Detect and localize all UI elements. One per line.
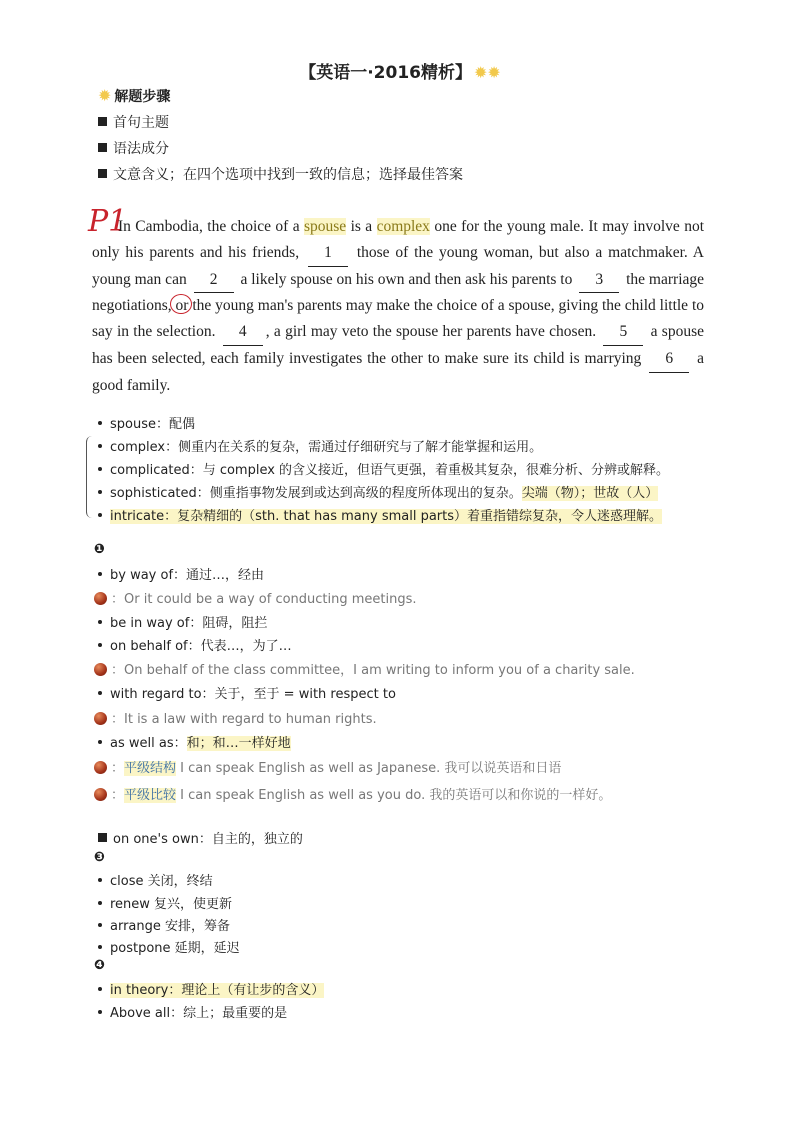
vocab-item: sophisticated：侧重指事物发展到或达到高级的程度所体现出的复杂。尖端（物）；世故（人） [94, 482, 658, 501]
star-icon: ✹ [98, 86, 112, 105]
blank-6: 6 [649, 346, 689, 373]
section-number-4: ❹ [94, 958, 106, 973]
phrase-item: on one's own：自主的，独立的 [98, 828, 303, 847]
square-bullet-icon [98, 833, 107, 842]
cloze-passage: In Cambodia, the choice of a spouse is a complex one for the young male. It may involve not only his parents and his friends, 1 those of the young woman, but also a matchmaker. A young man can 2 a likely spouse on his own and then ask his parents to 3 the marriage negotiations, or the young man's parents may make the choice of a spouse, giving the child little to say in the selection. 4 , a girl may veto the spouse her parents have chosen. 5 a spouse has been selected, each family investigates the other to make sure its child is marrying 6 a good family. [92, 218, 705, 394]
square-bullet-icon [98, 169, 107, 178]
phrase-item: with regard to：关于，至于 = with respect to [94, 683, 396, 702]
vocab-item: complicated：与 complex 的含义接近，但语气更强，着重极其复杂，很难分析、分辨或解释。 [94, 459, 669, 478]
square-bullet-icon [98, 117, 107, 126]
step-item: 首句主题 [98, 112, 169, 132]
highlight-complex: complex [376, 218, 430, 235]
example-line: ：On behalf of the class committee，I am writing to inform you of a charity sale. [94, 659, 635, 678]
star-icon: ✹✹ [473, 63, 501, 82]
basketball-icon [94, 592, 107, 605]
example-line: ：It is a law with regard to human rights. [94, 708, 377, 727]
basketball-icon [94, 761, 107, 774]
phrase-item: on behalf of：代表…，为了… [94, 635, 292, 654]
vocab-item: spouse：配偶 [94, 413, 195, 432]
blank-1: 1 [308, 240, 348, 267]
phrase-item: by way of：通过…，经由 [94, 564, 264, 583]
paragraph-marker: P1 [88, 204, 128, 239]
blank-3: 3 [579, 267, 619, 294]
phrase-item: close 关闭，终结 [94, 870, 213, 889]
phrase-item: in theory：理论上（有让步的含义） [94, 979, 324, 998]
phrase-item: Above all：综上；最重要的是 [94, 1002, 287, 1021]
page-title: 【英语一·2016精析】 ✹✹ [299, 63, 501, 83]
step-item: 语法成分 [98, 138, 169, 158]
phrase-item: be in way of：阻碍，阻拦 [94, 612, 267, 631]
phrase-item: postpone 延期，延迟 [94, 937, 240, 956]
basketball-icon [94, 663, 107, 676]
example-line: ：Or it could be a way of conducting meetings. [94, 588, 417, 607]
blank-2: 2 [194, 267, 234, 294]
square-bullet-icon [98, 143, 107, 152]
phrase-item: renew 复兴，使更新 [94, 893, 232, 912]
step-item: 文意含义；在四个选项中找到一致的信息；选择最佳答案 [98, 164, 463, 184]
example-line: ：平级结构 I can speak English as well as Japanese. 我可以说英语和日语 [94, 757, 561, 776]
steps-heading: ✹ 解题步骤 [98, 86, 171, 105]
blank-5: 5 [603, 319, 643, 346]
section-number-1: ❶ [94, 542, 106, 557]
example-line: ：平级比较 I can speak English as well as you do. 我的英语可以和你说的一样好。 [94, 784, 611, 803]
vocab-item: intricate：复杂精细的（sth. that has many small parts）着重指错综复杂，令人迷惑理解。 [94, 505, 662, 524]
blank-4: 4 [223, 319, 263, 346]
vocab-item: complex：侧重内在关系的复杂，需通过仔细研究与了解才能掌握和运用。 [94, 436, 542, 455]
basketball-icon [94, 712, 107, 725]
section-number-3: ❸ [94, 850, 106, 865]
phrase-item: as well as：和；和…一样好地 [94, 732, 291, 751]
phrase-item: arrange 安排，筹备 [94, 915, 230, 934]
highlight-spouse: spouse [303, 218, 347, 235]
basketball-icon [94, 788, 107, 801]
